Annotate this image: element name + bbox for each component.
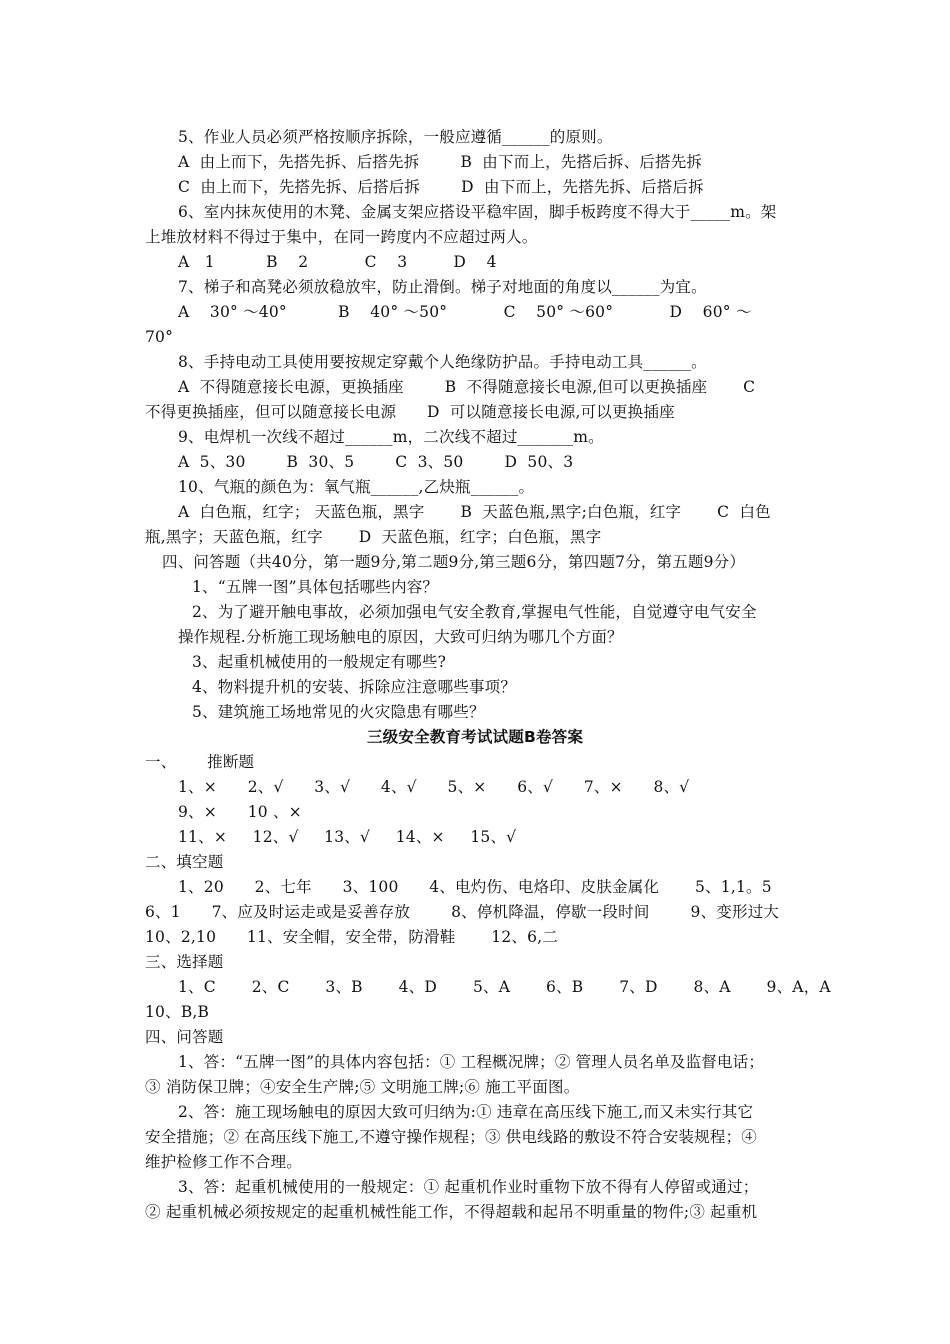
choice-answers-1: 1、C 2、C 3、B 4、D 5、A 6、B 7、D 8、A 9、A，A (178, 978, 831, 996)
answer-section-4-heading: 四、问答题 (145, 1028, 224, 1046)
answer-row-3: 11、× 12、√ 13、√ 14、× 15、√ (178, 828, 517, 846)
question-6-cont: 上堆放材料不得过于集中，在同一跨度内不应超过两人。 (145, 228, 538, 246)
answer-section-1-heading: 一、 推断题 (145, 753, 255, 771)
qa-question-1: 1、“五牌一图”具体包括哪些内容？ (192, 578, 439, 596)
answer-section-2-heading: 二、填空题 (145, 853, 224, 871)
qa-answer-1: 1、答：“五牌一图”的具体内容包括：① 工程概况牌；② 管理人员名单及监督电话； (178, 1053, 765, 1071)
section-heading-qa: 四、问答题（共40分，第一题9分,第二题9分,第三题6分，第四题7分，第五题9分） (162, 553, 746, 571)
qa-question-4: 4、物料提升机的安装、拆除应注意哪些事项？ (192, 678, 517, 696)
question-7-options: A 30° ～40° B 40° ～50° C 50° ～60° D 60° ～ (178, 303, 752, 321)
question-9-options: A 5、30 B 30、5 C 3、50 D 50、3 (178, 453, 574, 471)
qa-answer-1-cont: ③ 消防保卫牌；④安全生产牌;⑤ 文明施工牌;⑥ 施工平面图。 (145, 1078, 580, 1096)
fill-answers-2: 6、1 7、应及时运走或是妥善存放 8、停机降温，停歇一段时间 9、变形过大 (145, 903, 780, 921)
question-6-options: A 1 B 2 C 3 D 4 (178, 253, 497, 271)
answer-key-title: 三级安全教育考试试题B卷答案 (366, 728, 584, 746)
qa-answer-2-cont-2: 维护检修工作不合理。 (145, 1153, 303, 1171)
choice-answers-2: 10、B,B (145, 1003, 210, 1021)
qa-question-2-cont: 操作规程.分析施工现场触电的原因，大致可归纳为哪几个方面？ (178, 628, 623, 646)
question-5-options-cd: C 由上而下，先搭先拆、后搭后拆 D 由下而上，先搭先拆、后搭后拆 (178, 178, 704, 196)
answer-row-1: 1、× 2、√ 3、√ 4、√ 5、× 6、√ 7、× 8、√ (178, 778, 690, 796)
question-5: 5、作业人员必须严格按顺序拆除，一般应遵循______的原则。 (178, 128, 613, 146)
qa-answer-3: 3、答：起重机械使用的一般规定：① 起重机作业时重物下放不得有人停留或通过； (178, 1178, 759, 1196)
qa-question-5: 5、建筑施工场地常见的火灾隐患有哪些？ (192, 703, 485, 721)
fill-answers-1: 1、20 2、七年 3、100 4、电灼伤、电烙印、皮肤金属化 5、1,1。5 (178, 878, 772, 896)
qa-answer-2-cont: 安全措施；② 在高压线下施工,不遵守操作规程；③ 供电线路的敷设不符合安装规程；④ (145, 1128, 757, 1146)
question-7-options-cont: 70° (145, 328, 174, 346)
question-10-options-cont: 瓶,黑字；天蓝色瓶，红字 D 天蓝色瓶，红字；白色瓶，黑字 (145, 528, 602, 546)
question-6: 6、室内抹灰使用的木凳、金属支架应搭设平稳牢固，脚手板跨度不得大于_____m。架 (178, 203, 777, 221)
qa-answer-2: 2、答：施工现场触电的原因大致可归纳为:① 违章在高压线下施工,而又未实行其它 (178, 1103, 754, 1121)
answer-section-3-heading: 三、选择题 (145, 953, 224, 971)
question-10: 10、气瓶的颜色为：氧气瓶______,乙炔瓶______。 (178, 478, 535, 496)
answer-row-2: 9、× 10 、× (178, 803, 302, 821)
question-8: 8、手持电动工具使用要按规定穿戴个人绝缘防护品。手持电动工具______。 (178, 353, 707, 371)
question-7: 7、梯子和高凳必须放稳放牢，防止滑倒。梯子对地面的角度以______为宜。 (178, 278, 707, 296)
question-10-options: A 白色瓶，红字； 天蓝色瓶，黑字 B 天蓝色瓶,黑字;白色瓶，红字 C 白色 (178, 503, 771, 521)
fill-answers-3: 10、2,10 11、安全帽，安全带，防滑鞋 12、6,二 (145, 928, 559, 946)
question-5-options-ab: A 由上而下，先搭先拆、后搭先拆 B 由下而上，先搭后拆、后搭先拆 (178, 153, 703, 171)
qa-answer-3-cont: ② 起重机械必须按规定的起重机械性能工作，不得超载和起吊不明重量的物件;③ 起重机 (145, 1203, 758, 1221)
question-8-options-cont: 不得更换插座，但可以随意接长电源 D 可以随意接长电源,可以更换插座 (145, 403, 675, 421)
question-8-options: A 不得随意接长电源，更换插座 B 不得随意接长电源,但可以更换插座 C (178, 378, 756, 396)
question-9: 9、电焊机一次线不超过______m，二次线不超过_______m。 (178, 428, 604, 446)
qa-question-2: 2、为了避开触电事故，必须加强电气安全教育,掌握电气性能，自觉遵守电气安全 (192, 603, 757, 621)
qa-question-3: 3、起重机械使用的一般规定有哪些? (192, 653, 447, 671)
